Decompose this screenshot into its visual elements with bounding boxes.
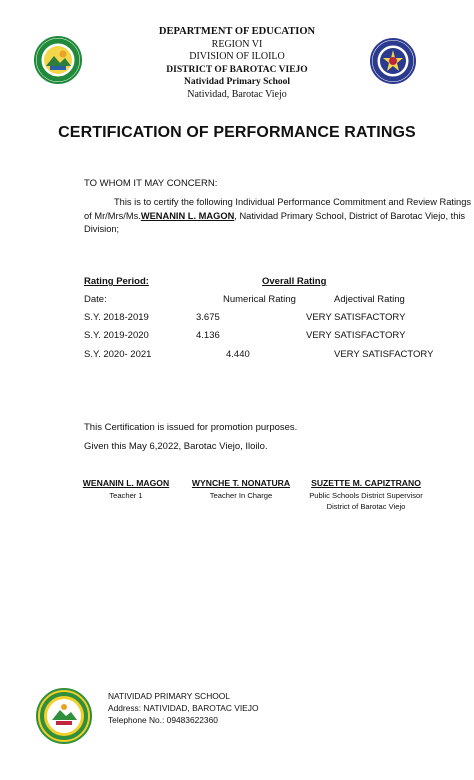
letterhead [0, 26, 474, 102]
numerical-rating-label: Numerical Rating [223, 294, 296, 305]
signatory-role: Teacher In Charge [209, 491, 273, 500]
table-row-period: S.Y. 2019-2020 [84, 330, 149, 341]
rating-period-header: Rating Period: [84, 276, 149, 287]
paragraph-prefix: of Mr/Mrs/Ms. [84, 210, 141, 221]
table-row-numerical: 4.440 [226, 349, 250, 360]
table-row-period: S.Y. 2020- 2021 [84, 349, 152, 360]
certification-paragraph [84, 196, 472, 237]
date-column-label: Date: [84, 294, 107, 305]
signatory-role: Public Schools District Supervisor [309, 491, 423, 500]
table-row-period: S.Y. 2018-2019 [84, 312, 149, 323]
paragraph-suffix: , Natividad Primary School, District of Barotac Viejo, this [234, 210, 466, 221]
given-date-statement: Given this May 6,2022, Barotac Viejo, Iloilo. [84, 441, 268, 452]
employee-name: WENANIN L. MAGON [140, 210, 235, 221]
school-seal-logo [36, 688, 92, 744]
header-division: DIVISION OF ILOILO [189, 51, 285, 63]
table-row-numerical: 3.675 [196, 312, 220, 323]
header-department: DEPARTMENT OF EDUCATION [158, 26, 316, 37]
signatory-name: SUZETTE M. CAPIZTRANO [311, 478, 421, 488]
signatory-name: WENANIN L. MAGON [82, 478, 170, 488]
header-address: Natividad, Barotac Viejo [187, 88, 287, 100]
table-row-adjectival: VERY SATISFACTORY [334, 349, 434, 360]
footer-school-name: NATIVIDAD PRIMARY SCHOOL [108, 691, 230, 701]
adjectival-rating-label: Adjectival Rating [334, 294, 405, 305]
header-region: REGION VI [211, 38, 263, 50]
table-row-numerical: 4.136 [196, 330, 220, 341]
salutation: TO WHOM IT MAY CONCERN: [84, 178, 218, 189]
footer-contact [108, 690, 258, 726]
signatory-role: Teacher 1 [109, 491, 143, 500]
overall-rating-header: Overall Rating [262, 276, 327, 287]
header-district: DISTRICT OF BAROTAC VIEJO [166, 64, 308, 75]
table-row-adjectival: VERY SATISFACTORY [306, 312, 406, 323]
header-school: Natividad Primary School [183, 77, 291, 88]
footer-address: Address: NATIVIDAD, BAROTAC VIEJO [108, 703, 259, 713]
document-title: CERTIFICATION OF PERFORMANCE RATINGS [58, 124, 416, 141]
paragraph-line-2 [84, 210, 466, 224]
paragraph-line-3: Division; [84, 224, 120, 235]
signatory-3 [298, 478, 434, 511]
signatory-1 [76, 478, 176, 500]
paragraph-line-1: This is to certify the following Individual Performance Commitment and Review Ratings [114, 197, 472, 207]
signatory-2 [186, 478, 296, 500]
signatory-role-line-2: District of Barotac Viejo [326, 502, 406, 511]
footer-phone: Telephone No.: 09483622360 [108, 715, 218, 725]
signatory-name: WYNCHE T. NONATURA [191, 478, 291, 488]
purpose-statement: This Certification is issued for promotion purposes. [84, 422, 298, 433]
table-row-adjectival: VERY SATISFACTORY [306, 330, 406, 341]
